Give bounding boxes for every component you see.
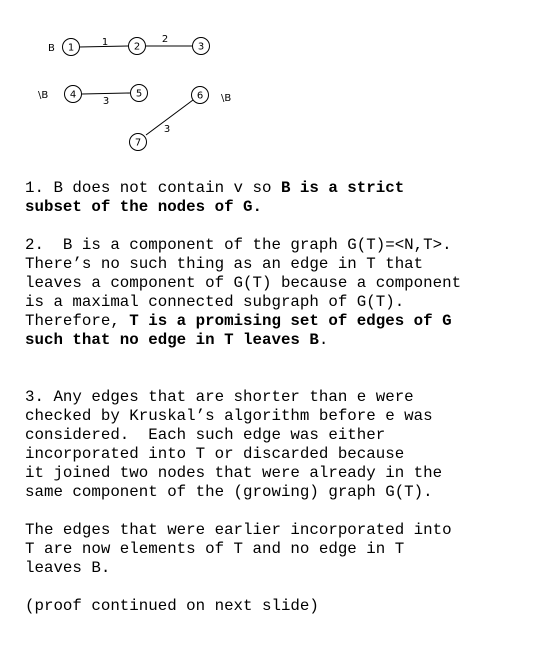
p2-line6-bold: such that no edge in T leaves B (25, 331, 319, 349)
p3-line6: same component of the (growing) graph G(T). (25, 483, 433, 501)
p2-line2: There’s no such thing as an edge in T that (25, 255, 424, 273)
graph-diagram (0, 0, 559, 170)
node-1 (63, 39, 80, 56)
p3-line1: 3. Any edges that are shorter than e were (25, 388, 414, 406)
p3-line4: incorporated into T or discarded because (25, 445, 405, 463)
p4-line1: The edges that were earlier incorporated into (25, 521, 452, 539)
paragraph-2 (25, 236, 461, 350)
node-2-label: 2 (133, 41, 141, 53)
node-7 (130, 134, 147, 151)
set-label-b: B (48, 43, 55, 54)
edge-weight-4-5: 3 (102, 96, 110, 107)
p2-line6-plain: . (318, 331, 329, 349)
node-1-label: 1 (67, 42, 75, 54)
paragraph-5 (25, 597, 319, 616)
set-label-not-b-right: \B (221, 93, 232, 104)
node-5-label: 5 (135, 88, 143, 100)
p2-line4: is a maximal connected subgraph of G(T). (25, 293, 405, 311)
p3-line2: checked by Kruskal’s algorithm before e was (25, 407, 433, 425)
p5-line1: (proof continued on next slide) (25, 597, 319, 615)
node-6-label: 6 (196, 90, 204, 102)
paragraph-4 (25, 521, 452, 578)
node-3-label: 3 (197, 41, 205, 53)
node-3 (193, 38, 210, 55)
paragraph-1 (25, 179, 404, 217)
node-4 (65, 86, 82, 103)
node-2 (129, 38, 146, 55)
node-4-label: 4 (69, 89, 77, 101)
edge-weight-6-7: 3 (163, 124, 171, 135)
paragraph-3 (25, 388, 442, 502)
set-label-not-b-left: \B (38, 90, 49, 101)
p1-line2-bold: subset of the nodes of G. (25, 198, 262, 216)
node-7-label: 7 (134, 137, 142, 149)
edge-weight-2-3: 2 (161, 34, 169, 45)
node-6 (192, 87, 209, 104)
p4-line2: T are now elements of T and no edge in T (25, 540, 405, 558)
p4-line3: leaves B. (25, 559, 111, 577)
p1-line1-plain: 1. B does not contain v so (25, 179, 281, 197)
edge-4-5 (82, 93, 130, 94)
edge-weight-1-2: 1 (101, 37, 109, 48)
p2-line5-bold: T is a promising set of edges of G (129, 312, 452, 330)
p2-line1: 2. B is a component of the graph G(T)=<N,T>. (25, 236, 452, 254)
p3-line3: considered. Each such edge was either (25, 426, 386, 444)
p3-line5: it joined two nodes that were already in the (25, 464, 443, 482)
node-5 (131, 85, 148, 102)
p2-line5-plain: Therefore, (25, 312, 130, 330)
p1-line1-bold: B is a strict (280, 179, 405, 197)
p2-line3: leaves a component of G(T) because a component (25, 274, 462, 292)
